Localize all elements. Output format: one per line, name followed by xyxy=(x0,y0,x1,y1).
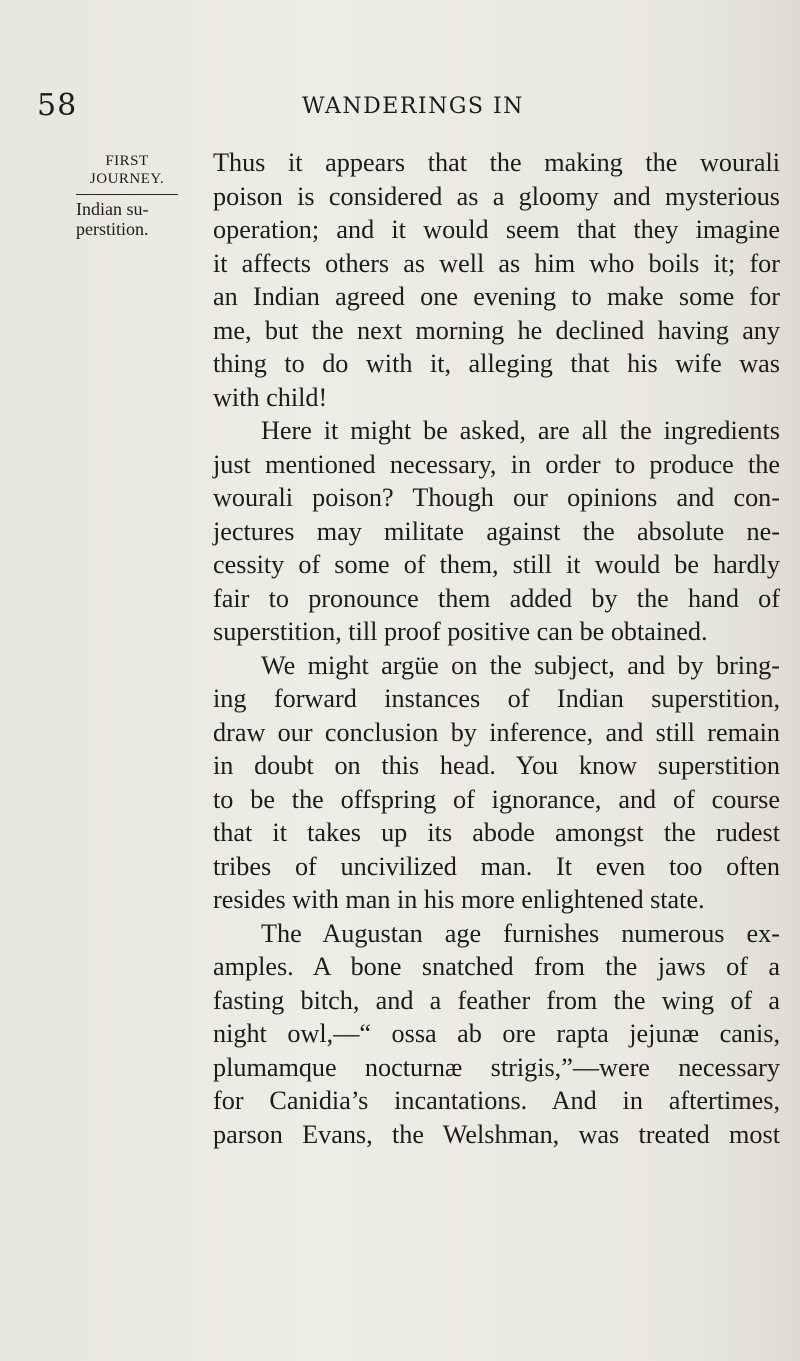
margin-section-line: JOURNEY. xyxy=(89,171,165,187)
text-line: We might argüe on the subject, and by bring- xyxy=(261,650,780,680)
text-line: superstition, till proof positive can be obtained. xyxy=(213,617,708,646)
text-line: night owl,—“ ossa ab ore rapta jejunæ canis, xyxy=(213,1019,780,1048)
text-line: it affects others as well as him who boils it; for xyxy=(213,248,780,278)
text-line: thing to do with it, alleging that his wife was xyxy=(213,349,780,378)
text-line: fasting bitch, and a feather from the wing of a xyxy=(213,985,780,1015)
text-line: jectures may militate against the absolute ne- xyxy=(213,516,780,546)
text-line: me, but the next morning he declined having any xyxy=(213,315,780,345)
text-line: for Canidia’s incantations. And in aftertimes, xyxy=(213,1086,780,1115)
text-line: amples. A bone snatched from the jaws of a xyxy=(213,952,780,981)
text-line: with child! xyxy=(213,382,328,412)
margin-topic-line: Indian su- xyxy=(76,199,149,219)
body-text xyxy=(213,146,780,1151)
text-line: operation; and it would seem that they imagine xyxy=(213,215,780,244)
text-line: fair to pronounce them added by the hand of xyxy=(213,583,780,613)
text-line: ing forward instances of Indian superstition, xyxy=(213,684,780,713)
text-line: just mentioned necessary, in order to produce the xyxy=(213,449,780,479)
margin-section-line: FIRST xyxy=(105,153,149,169)
paragraph xyxy=(213,917,780,1152)
text-line: wourali poison? Though our opinions and con- xyxy=(213,483,780,512)
margin-topic-note xyxy=(76,195,178,239)
text-line: tribes of uncivilized man. It even too often xyxy=(213,851,780,881)
text-line: that it takes up its abode amongst the rudest xyxy=(213,818,780,847)
text-line: an Indian agreed one evening to make some for xyxy=(213,282,780,311)
page-number: 58 xyxy=(37,88,78,123)
text-line: to be the offspring of ignorance, and of course xyxy=(213,784,780,814)
page-header xyxy=(0,88,800,128)
paragraph xyxy=(213,146,780,414)
text-line: in doubt on this head. You know superstition xyxy=(213,751,780,780)
margin-topic-line: perstition. xyxy=(76,219,149,239)
text-line: draw our conclusion by inference, and still remain xyxy=(213,717,780,747)
paragraph xyxy=(213,649,780,917)
text-line: plumamque nocturnæ strigis,”—were necessary xyxy=(213,1052,780,1082)
text-line: poison is considered as a gloomy and mysterious xyxy=(213,181,780,211)
text-line: resides with man in his more enlightened state. xyxy=(213,885,705,914)
text-line: The Augustan age furnishes numerous ex- xyxy=(261,918,780,948)
text-line: Here it might be asked, are all the ingredients xyxy=(261,416,780,445)
text-line: parson Evans, the Welshman, was treated most xyxy=(213,1119,780,1149)
paragraph xyxy=(213,414,780,649)
margin-section-label xyxy=(76,152,178,195)
text-line: Thus it appears that the making the wourali xyxy=(213,148,780,177)
text-line: cessity of some of them, still it would be hardly xyxy=(213,550,780,579)
margin-note xyxy=(76,152,178,239)
running-title: WANDERINGS IN xyxy=(302,94,524,119)
